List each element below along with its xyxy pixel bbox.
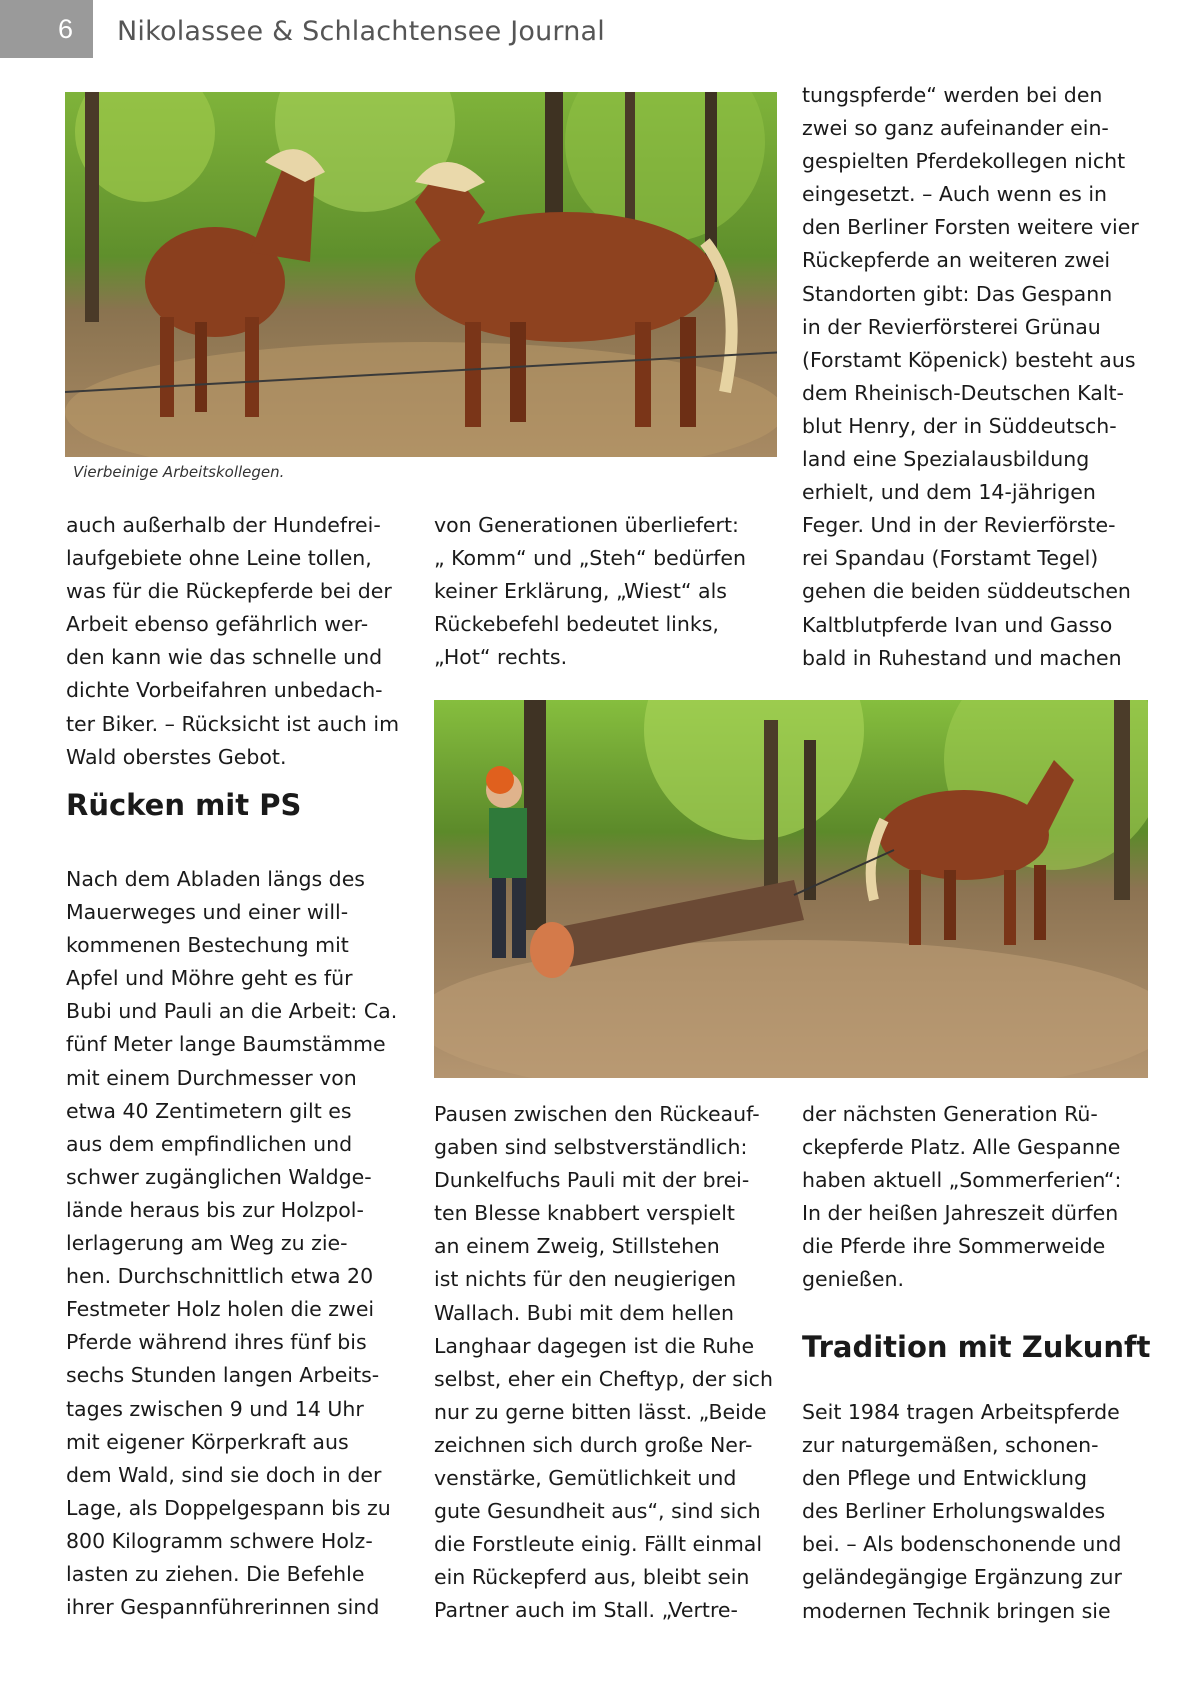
article-column-left-top [66,509,411,774]
section-heading-ruecken: Rücken mit PS [66,788,302,822]
article-column-right-bottom [802,1098,1147,1297]
article-column-right-top [802,79,1147,675]
paragraph: tungspferde“ werden bei den zwei so ganz aufeinander ein- gespielten Pferdekollegen nicht eingesetzt. – Auch wenn es in den Berliner Forsten weitere vier Rückepferde an weiteren zwei Standorten gibt: Das Gespann in der Revierförsterei Grünau (Forstamt Köpenick) besteht aus dem Rheinisch-Deutschen Kalt- blut Henry, der in Süddeutsch- land eine Spezialausbildung erhielt, und dem 14-jährigen Feger. Und in der Revierförste- rei Spandau (Forstamt Tegel) gehen die beiden süddeutschen Kaltblutpferde Ivan und Gasso bald in Ruhestand und machen [802,83,1139,670]
paragraph: Seit 1984 tragen Arbeitspferde zur naturgemäßen, schonen- den Pflege und Entwicklung des Berliner Erholungswaldes bei. – Als bodenschonende und geländegängige Ergänzung zur modernen Technik bringen sie [802,1400,1122,1623]
section-heading-tradition: Tradition mit Zukunft [802,1330,1151,1364]
photo-caption: Vierbeinige Arbeitskollegen. [73,463,285,481]
photo-horse-pulling-log [434,700,1148,1078]
paragraph: Nach dem Abladen längs des Mauerweges und einer will- kommenen Bestechung mit Apfel und Möhre geht es für Bubi und Pauli an die Arbeit: Ca. fünf Meter lange Baumstämme mit einem Durchmesser von etwa 40 Zentimetern gilt es aus dem empfindlichen und schwer zugänglichen Waldge- lände heraus bis zur Holzpol- lerlagerung am Weg zu zie- hen. Durchschnittlich etwa 20 Festmeter Holz holen die zwei Pferde während ihres fünf bis sechs Stunden langen Arbeits- tages zwischen 9 und 14 Uhr mit eigener Körperkraft aus dem Wald, sind sie doch in der Lage, als Doppelgespann bis zu 800 Kilogramm schwere Holz- lasten zu ziehen. Die Befehle ihrer Gespannführerinnen sind [66,867,398,1620]
article-column-left-bottom [66,863,411,1624]
article-column-middle-top [434,509,779,674]
article-column-middle-bottom [434,1098,779,1628]
paragraph: von Generationen überliefert: „ Komm“ und „Steh“ bedürfen keiner Erklärung, „Wiest“ als Rückebefehl bedeutet links, „Hot“ rechts. [434,513,746,670]
paragraph: auch außerhalb der Hundefrei- laufgebiete ohne Leine tollen, was für die Rückepferde bei der Arbeit ebenso gefährlich wer- den kann wie das schnelle und dichte Vorbeifahren unbedach- ter Biker. – Rücksicht ist auch im Wald oberstes Gebot. [66,513,400,769]
article-column-right-tradition [802,1396,1147,1628]
page-number: 6 [0,0,93,58]
journal-title: Nikolassee & Schlachtensee Journal [117,16,605,47]
paragraph: Pausen zwischen den Rückeauf- gaben sind selbstverständlich: Dunkelfuchs Pauli mit der brei- ten Blesse knabbert verspielt an einem Zweig, Stillstehen ist nichts für den neugierigen Wallach. Bubi mit dem hellen Langhaar dagegen ist die Ruhe selbst, eher ein Cheftyp, der sich nur zu gerne bitten lässt. „Beide zeichnen sich durch große Ner- venstärke, Gemütlichkeit und gute Gesundheit aus“, sind sich die Forstleute einig. Fällt einmal ein Rückepferd aus, bleibt sein Partner auch im Stall. „Vertre- [434,1102,773,1623]
photo-two-horses [65,92,777,457]
paragraph: der nächsten Generation Rü- ckepferde Platz. Alle Gespanne haben aktuell „Sommerferien“: In der heißen Jahreszeit dürfen die Pferde ihre Sommerweide genießen. [802,1102,1122,1292]
